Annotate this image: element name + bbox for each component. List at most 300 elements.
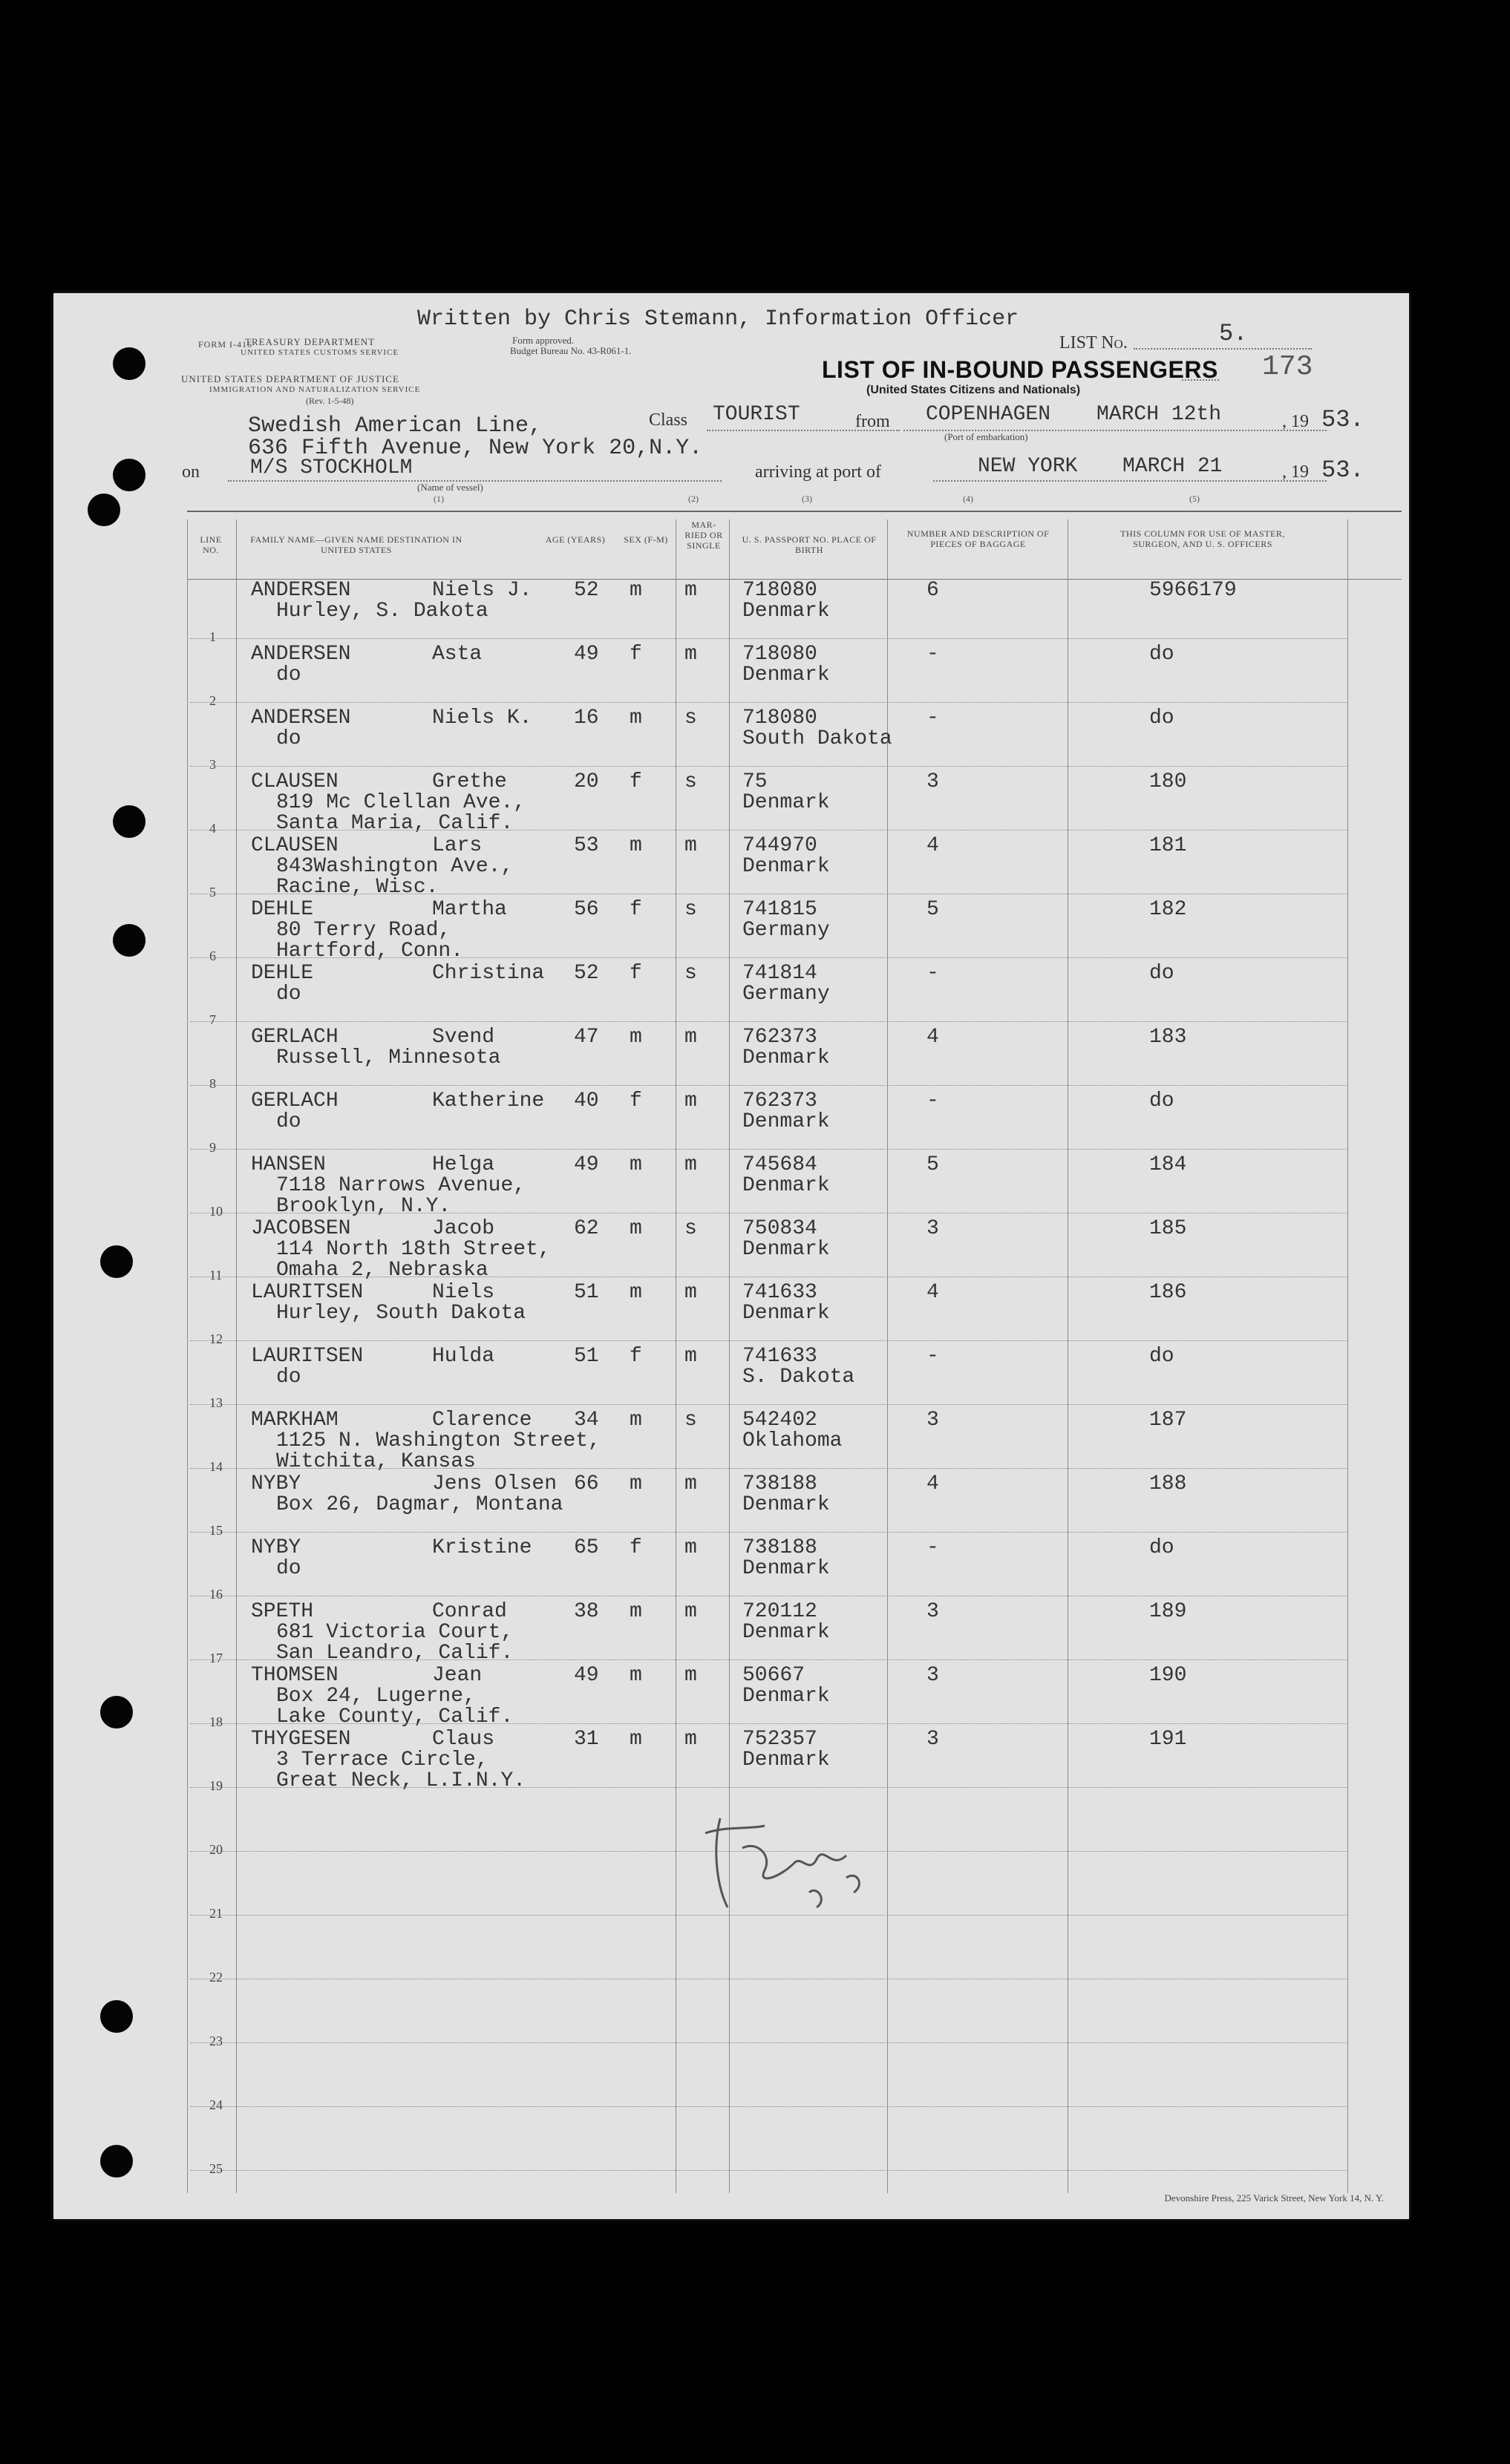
department-of-justice: UNITED STATES DEPARTMENT OF JUSTICE	[181, 373, 399, 384]
row-family: LAURITSEN	[251, 1345, 364, 1368]
col-header-officers: THIS COLUMN FOR USE OF MASTER, SURGEON, AND U. S. OFFICERS	[1120, 528, 1285, 549]
row-bag: 3	[926, 770, 939, 793]
row-passport: 741633	[742, 1281, 817, 1304]
row-birth-place: South Dakota	[742, 727, 892, 750]
rule-line-no	[236, 520, 237, 2193]
row-marital: m	[684, 1600, 697, 1623]
row-marital: m	[684, 1090, 697, 1113]
row-destination: do	[276, 1557, 301, 1580]
row-given: Svend	[432, 1026, 495, 1049]
col-num-5: (5)	[1189, 494, 1200, 504]
row-divider	[190, 2170, 1348, 2171]
row-officer: 190	[1149, 1664, 1187, 1687]
row-officer: 185	[1149, 1217, 1187, 1240]
row-destination: do	[276, 1366, 301, 1389]
col-header-sex: SEX (F-M)	[624, 534, 668, 545]
row-marital: m	[684, 579, 697, 602]
row-age: 49	[574, 1664, 599, 1687]
row-sex: m	[630, 1472, 642, 1495]
arrival-date: MARCH 21	[1122, 455, 1223, 478]
row-officer: do	[1149, 1345, 1174, 1368]
row-family: GERLACH	[251, 1026, 339, 1049]
on-label: on	[182, 462, 200, 482]
row-birth-place: Germany	[742, 919, 830, 942]
row-passport: 745684	[742, 1153, 817, 1176]
row-given: Niels J.	[432, 579, 532, 602]
row-line-number: 4	[209, 821, 216, 836]
row-given: Hulda	[432, 1345, 495, 1368]
row-officer: do	[1149, 1090, 1174, 1113]
row-marital: m	[684, 1026, 697, 1049]
row-officer: do	[1149, 962, 1174, 985]
row-family: DEHLE	[251, 898, 314, 921]
row-family: ANDERSEN	[251, 707, 351, 730]
row-family: CLAUSEN	[251, 770, 339, 793]
row-age: 20	[574, 770, 599, 793]
form-number: FORM I-416	[198, 339, 253, 350]
row-divider	[190, 1723, 1348, 1724]
row-officer: 5966179	[1149, 579, 1237, 602]
row-line-number: 5	[209, 885, 216, 900]
row-divider	[190, 1915, 1348, 1916]
row-line-number: 9	[209, 1140, 216, 1155]
row-bag: -	[926, 707, 939, 730]
row-passport: 75	[742, 770, 768, 793]
row-sex: m	[630, 707, 642, 730]
row-age: 49	[574, 643, 599, 666]
table-top-rule	[187, 511, 1402, 512]
list-no-line	[1134, 348, 1312, 350]
row-divider	[190, 1532, 1348, 1533]
rule-marital	[729, 520, 730, 2193]
row-passport: 718080	[742, 579, 817, 602]
row-marital: m	[684, 1664, 697, 1687]
col-header-line: LINE NO.	[200, 534, 222, 555]
rule-passport	[887, 520, 888, 2193]
row-destination: do	[276, 1110, 301, 1133]
row-age: 16	[574, 707, 599, 730]
row-bag: 3	[926, 1664, 939, 1687]
row-marital: s	[684, 898, 697, 921]
row-divider	[190, 766, 1348, 767]
row-given: Niels K.	[432, 707, 532, 730]
row-destination: 114 North 18th Street,	[276, 1238, 551, 1261]
row-marital: s	[684, 962, 697, 985]
row-bag: 3	[926, 1728, 939, 1751]
col-header-name: FAMILY NAME—GIVEN NAME DESTINATION IN UNITED STATES	[250, 534, 463, 555]
col-num-2: (2)	[688, 494, 699, 504]
row-destination: do	[276, 727, 301, 750]
binder-hole	[100, 2000, 133, 2033]
row-line-number: 10	[209, 1204, 223, 1219]
row-divider	[190, 1085, 1348, 1086]
row-destination: Russell, Minnesota	[276, 1046, 501, 1069]
row-birth-place: Denmark	[742, 1749, 830, 1772]
row-family: JACOBSEN	[251, 1217, 351, 1240]
row-marital: m	[684, 1345, 697, 1368]
vessel-name: M/S STOCKHOLM	[250, 456, 413, 479]
row-bag: -	[926, 1090, 939, 1113]
row-sex: f	[630, 962, 642, 985]
row-passport: 718080	[742, 643, 817, 666]
embarkation-port: COPENHAGEN	[926, 403, 1051, 426]
row-sex: m	[630, 1409, 642, 1432]
row-given: Asta	[432, 643, 483, 666]
row-given: Niels	[432, 1281, 495, 1304]
class-label: Class	[649, 410, 688, 430]
row-marital: s	[684, 1409, 697, 1432]
row-age: 47	[574, 1026, 599, 1049]
row-given: Kristine	[432, 1536, 532, 1559]
row-officer: 180	[1149, 770, 1187, 793]
row-family: MARKHAM	[251, 1409, 339, 1432]
row-divider	[190, 2106, 1348, 2107]
row-destination: Box 24, Lugerne,	[276, 1685, 476, 1708]
row-line-number: 3	[209, 757, 216, 772]
row-officer: do	[1149, 1536, 1174, 1559]
row-destination: Brooklyn, N.Y.	[276, 1195, 451, 1218]
col-num-3: (3)	[802, 494, 812, 504]
row-given: Christina	[432, 962, 545, 985]
row-sex: m	[630, 1664, 642, 1687]
row-marital: m	[684, 1472, 697, 1495]
written-by-note: Written by Chris Stemann, Information Officer	[417, 307, 1019, 332]
row-sex: m	[630, 1026, 642, 1049]
row-divider	[190, 2042, 1348, 2043]
row-marital: m	[684, 643, 697, 666]
row-marital: s	[684, 1217, 697, 1240]
row-family: SPETH	[251, 1600, 314, 1623]
row-line-number: 2	[209, 693, 216, 708]
row-bag: -	[926, 1345, 939, 1368]
row-birth-place: S. Dakota	[742, 1366, 855, 1389]
row-destination: Omaha 2, Nebraska	[276, 1259, 488, 1282]
row-destination: Hurley, South Dakota	[276, 1302, 526, 1325]
arrival-port: NEW YORK	[978, 455, 1078, 478]
row-officer: 189	[1149, 1600, 1187, 1623]
row-destination: Racine, Wisc.	[276, 876, 439, 899]
row-officer: 191	[1149, 1728, 1187, 1751]
row-birth-place: Denmark	[742, 791, 830, 814]
row-bag: 6	[926, 579, 939, 602]
row-passport: 741633	[742, 1345, 817, 1368]
row-sex: f	[630, 1090, 642, 1113]
revision-date: (Rev. 1-5-48)	[306, 396, 354, 406]
row-sex: m	[630, 1153, 642, 1176]
row-destination: 819 Mc Clellan Ave.,	[276, 791, 526, 814]
row-sex: f	[630, 770, 642, 793]
from-label: from	[855, 412, 890, 431]
year-prefix-1: , 19	[1282, 412, 1309, 431]
customs-service: UNITED STATES CUSTOMS SERVICE	[241, 348, 399, 357]
rule-right	[1347, 520, 1348, 2193]
rule-left	[187, 520, 188, 2193]
row-age: 56	[574, 898, 599, 921]
immigration-service: IMMIGRATION AND NATURALIZATION SERVICE	[209, 385, 421, 394]
treasury-department: TREASURY DEPARTMENT	[245, 336, 376, 347]
row-birth-place: Denmark	[742, 1174, 830, 1197]
row-birth-place: Oklahoma	[742, 1429, 843, 1452]
row-marital: s	[684, 707, 697, 730]
row-line-number: 7	[209, 1012, 216, 1027]
row-divider	[190, 1787, 1348, 1788]
row-line-number: 15	[209, 1523, 223, 1538]
row-destination: 3 Terrace Circle,	[276, 1749, 488, 1772]
row-age: 51	[574, 1281, 599, 1304]
row-marital: m	[684, 1281, 697, 1304]
row-sex: m	[630, 579, 642, 602]
row-passport: 750834	[742, 1217, 817, 1240]
row-divider	[190, 1659, 1348, 1660]
row-sex: m	[630, 1728, 642, 1751]
row-passport: 738188	[742, 1536, 817, 1559]
row-bag: 4	[926, 834, 939, 857]
row-given: Clarence	[432, 1409, 532, 1432]
row-line-number: 17	[209, 1651, 223, 1665]
row-family: DEHLE	[251, 962, 314, 985]
row-age: 53	[574, 834, 599, 857]
row-sex: m	[630, 834, 642, 857]
row-destination: 1125 N. Washington Street,	[276, 1429, 601, 1452]
document-subtitle: (United States Citizens and Nationals)	[866, 384, 1081, 396]
row-given: Martha	[432, 898, 507, 921]
row-passport: 718080	[742, 707, 817, 730]
row-destination: do	[276, 663, 301, 687]
binder-hole	[100, 1696, 133, 1729]
row-divider	[190, 1149, 1348, 1150]
row-passport: 542402	[742, 1409, 817, 1432]
row-marital: s	[684, 770, 697, 793]
row-sex: f	[630, 643, 642, 666]
row-sex: f	[630, 1536, 642, 1559]
row-line-number: 11	[209, 1268, 223, 1282]
row-officer: 186	[1149, 1281, 1187, 1304]
row-given: Helga	[432, 1153, 495, 1176]
year-prefix-2: , 19	[1282, 462, 1309, 482]
row-birth-place: Denmark	[742, 855, 830, 878]
company-name: Swedish American Line,	[248, 413, 543, 439]
row-bag: 3	[926, 1600, 939, 1623]
row-divider	[190, 638, 1348, 639]
row-family: GERLACH	[251, 1090, 339, 1113]
row-divider	[190, 1021, 1348, 1022]
empty-line-number: 20	[209, 1842, 223, 1857]
binder-hole	[113, 347, 146, 380]
row-destination: Witchita, Kansas	[276, 1450, 476, 1473]
row-birth-place: Denmark	[742, 1238, 830, 1261]
row-birth-place: Denmark	[742, 1046, 830, 1069]
port-of-embarkation-note: (Port of embarkation)	[944, 431, 1028, 442]
row-age: 40	[574, 1090, 599, 1113]
row-bag: 5	[926, 898, 939, 921]
budget-bureau: Budget Bureau No. 43-R061-1.	[510, 345, 632, 356]
page-number: 173	[1262, 351, 1313, 383]
year-1: 53.	[1321, 406, 1364, 433]
row-divider	[190, 957, 1348, 958]
row-bag: 4	[926, 1281, 939, 1304]
row-age: 52	[574, 962, 599, 985]
form-approved: Form approved.	[512, 335, 575, 346]
row-destination: Hurley, S. Dakota	[276, 600, 488, 623]
binder-hole	[100, 1245, 133, 1278]
row-destination: Great Neck, L.I.N.Y.	[276, 1769, 526, 1792]
row-marital: m	[684, 1728, 697, 1751]
col-header-baggage: NUMBER AND DESCRIPTION OF PIECES OF BAGGAGE	[906, 528, 1050, 549]
row-birth-place: Denmark	[742, 1685, 830, 1708]
row-passport: 741814	[742, 962, 817, 985]
row-destination: Box 26, Dagmar, Montana	[276, 1493, 563, 1516]
row-destination: 681 Victoria Court,	[276, 1621, 514, 1644]
row-family: NYBY	[251, 1472, 301, 1495]
row-line-number: 8	[209, 1076, 216, 1091]
row-birth-place: Germany	[742, 983, 830, 1006]
row-birth-place: Denmark	[742, 600, 830, 623]
row-family: HANSEN	[251, 1153, 326, 1176]
row-birth-place: Denmark	[742, 1110, 830, 1133]
col-header-married: MAR-RIED OR SINGLE	[684, 520, 723, 551]
row-sex: f	[630, 898, 642, 921]
empty-line-number: 24	[209, 2097, 223, 2112]
row-officer: 188	[1149, 1472, 1187, 1495]
col-header-passport: U. S. PASSPORT NO. PLACE OF BIRTH	[742, 534, 877, 555]
row-officer: 182	[1149, 898, 1187, 921]
binder-hole	[100, 2145, 133, 2178]
row-officer: do	[1149, 643, 1174, 666]
col-header-age: AGE (YEARS)	[545, 534, 606, 545]
row-family: ANDERSEN	[251, 579, 351, 602]
row-passport: 738188	[742, 1472, 817, 1495]
row-given: Claus	[432, 1728, 495, 1751]
row-bag: 4	[926, 1026, 939, 1049]
row-line-number: 12	[209, 1331, 223, 1346]
row-given: Conrad	[432, 1600, 507, 1623]
row-line-number: 18	[209, 1714, 223, 1729]
row-given: Jens Olsen	[432, 1472, 558, 1495]
row-destination: San Leandro, Calif.	[276, 1642, 514, 1665]
row-line-number: 16	[209, 1587, 223, 1602]
row-destination: Santa Maria, Calif.	[276, 812, 514, 835]
row-bag: 5	[926, 1153, 939, 1176]
row-age: 49	[574, 1153, 599, 1176]
row-passport: 752357	[742, 1728, 817, 1751]
row-given: Katherine	[432, 1090, 545, 1113]
list-no-label: LIST No.	[1059, 333, 1128, 353]
document-title: LIST OF IN-BOUND PASSENGERS	[822, 356, 1218, 383]
title-line	[1182, 379, 1219, 381]
row-bag: 3	[926, 1409, 939, 1432]
arriving-label: arriving at port of	[755, 462, 881, 482]
empty-line-number: 25	[209, 2161, 223, 2176]
col-num-1: (1)	[434, 494, 444, 504]
row-officer: 181	[1149, 834, 1187, 857]
row-officer: 187	[1149, 1409, 1187, 1432]
row-bag: -	[926, 1536, 939, 1559]
col-num-4: (4)	[963, 494, 973, 504]
row-age: 34	[574, 1409, 599, 1432]
row-birth-place: Denmark	[742, 1302, 830, 1325]
row-birth-place: Denmark	[742, 663, 830, 687]
binder-hole	[88, 494, 120, 526]
row-given: Jean	[432, 1664, 483, 1687]
row-sex: m	[630, 1281, 642, 1304]
row-sex: f	[630, 1345, 642, 1368]
row-destination: 7118 Narrows Avenue,	[276, 1174, 526, 1197]
row-age: 52	[574, 579, 599, 602]
binder-hole	[113, 805, 146, 838]
row-age: 38	[574, 1600, 599, 1623]
handwritten-signature	[698, 1803, 891, 1915]
row-given: Jacob	[432, 1217, 495, 1240]
row-line-number: 13	[209, 1395, 223, 1410]
row-bag: 4	[926, 1472, 939, 1495]
list-number: 5.	[1219, 320, 1248, 347]
class-value: TOURIST	[713, 403, 800, 426]
row-sex: m	[630, 1600, 642, 1623]
row-line-number: 1	[209, 629, 216, 644]
row-age: 66	[574, 1472, 599, 1495]
row-family: ANDERSEN	[251, 643, 351, 666]
row-family: THOMSEN	[251, 1664, 339, 1687]
row-family: THYGESEN	[251, 1728, 351, 1751]
row-passport: 741815	[742, 898, 817, 921]
row-destination: do	[276, 983, 301, 1006]
row-line-number: 19	[209, 1778, 223, 1793]
row-given: Grethe	[432, 770, 507, 793]
row-family: NYBY	[251, 1536, 301, 1559]
row-marital: m	[684, 1153, 697, 1176]
row-officer: do	[1149, 707, 1174, 730]
empty-line-number: 23	[209, 2034, 223, 2048]
row-officer: 183	[1149, 1026, 1187, 1049]
row-destination: 80 Terry Road,	[276, 919, 451, 942]
row-age: 31	[574, 1728, 599, 1751]
row-birth-place: Denmark	[742, 1557, 830, 1580]
binder-hole	[113, 924, 146, 957]
row-officer: 184	[1149, 1153, 1187, 1176]
row-line-number: 14	[209, 1459, 223, 1474]
company-address: 636 Fifth Avenue, New York 20,N.Y.	[248, 436, 703, 461]
binder-hole	[113, 459, 146, 491]
row-divider	[190, 702, 1348, 703]
row-marital: m	[684, 834, 697, 857]
row-age: 65	[574, 1536, 599, 1559]
row-age: 62	[574, 1217, 599, 1240]
row-bag: -	[926, 643, 939, 666]
row-birth-place: Denmark	[742, 1493, 830, 1516]
row-passport: 744970	[742, 834, 817, 857]
year-2: 53.	[1321, 456, 1364, 484]
row-divider	[190, 1340, 1348, 1341]
row-destination: 843Washington Ave.,	[276, 855, 514, 878]
row-given: Lars	[432, 834, 483, 857]
row-age: 51	[574, 1345, 599, 1368]
row-destination: Lake County, Calif.	[276, 1706, 514, 1729]
row-bag: -	[926, 962, 939, 985]
empty-line-number: 21	[209, 1906, 223, 1921]
row-bag: 3	[926, 1217, 939, 1240]
empty-line-number: 22	[209, 1970, 223, 1985]
printer-imprint: Devonshire Press, 225 Varick Street, New York 14, N. Y.	[1164, 2192, 1384, 2203]
vessel-note: (Name of vessel)	[417, 482, 483, 493]
row-marital: m	[684, 1536, 697, 1559]
row-passport: 762373	[742, 1090, 817, 1113]
row-family: CLAUSEN	[251, 834, 339, 857]
row-passport: 720112	[742, 1600, 817, 1623]
row-passport: 50667	[742, 1664, 805, 1687]
row-divider	[190, 1468, 1348, 1469]
arrival-line	[933, 480, 1327, 482]
row-destination: Hartford, Conn.	[276, 940, 464, 963]
